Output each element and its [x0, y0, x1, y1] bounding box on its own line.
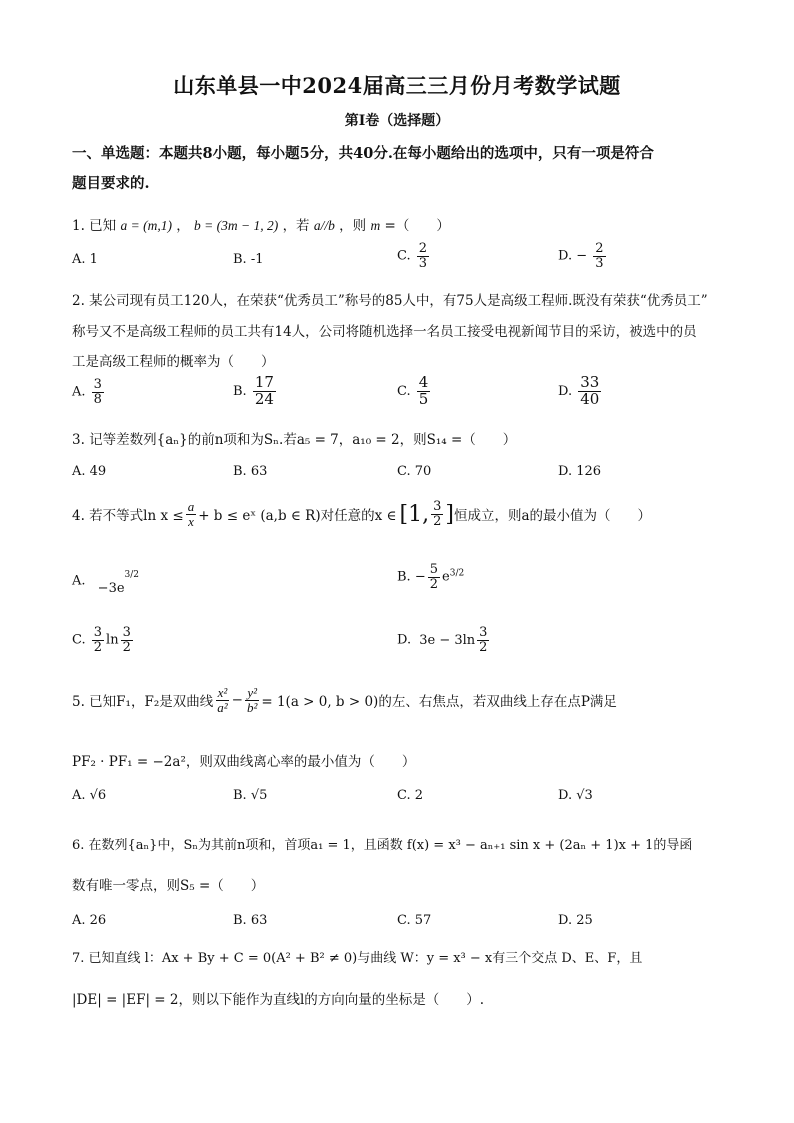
q5-option-a: A. √6	[72, 788, 107, 803]
part-subtitle: 第I卷（选择题）	[344, 113, 450, 129]
question-3: 3. 记等差数列{aₙ}的前n项和为Sₙ.若a₅ = 7，a₁₀ = 2，则S₁₄ =（ ）	[72, 432, 517, 448]
q6-option-a: A. 26	[72, 913, 107, 928]
question-6-line1: 6. 在数列{aₙ}中，Sₙ为其前n项和，首项a₁ = 1，且函数 f(x) = x³ − aₙ₊₁ sin x + (2aₙ + 1)x + 1的导函	[72, 838, 693, 853]
q2-option-d: D. $\frac{33}{40}$	[558, 373, 600, 408]
q4-option-b: B. − $\frac{5}{2}$ $e^{3/2}$	[397, 562, 465, 592]
q3-option-a: A. 49	[72, 464, 107, 479]
q4-option-c: C. $\frac{3}{2}$ ln $\frac{3}{2}$	[72, 625, 131, 655]
q1-option-c: C. $\frac{2}{3}$	[397, 241, 428, 271]
q2-option-a: A. $\frac{3}{8}$	[72, 377, 102, 407]
q3-option-d: D. 126	[558, 464, 602, 479]
q6-option-c: C. 57	[397, 913, 432, 928]
q2-option-b: B. $\frac{17}{24}$	[233, 373, 274, 408]
question-7-line2: |DE| = |EF| = 2，则以下能作为直线l的方向向量的坐标是（ ）.	[72, 992, 485, 1008]
question-1: 1. 已知 a = (m,1) ， b = (3m − 1, 2) ，若 a//b ，则 m =（ ）	[72, 218, 450, 234]
question-4: 4. 若不等式ln x ≤ $\frac{a}{x}$ + b ≤ eˣ (a,b ∈ R)对任意的x ∈ [1, $\frac{3}{2}$ ] 恒成立，则a的最小值为（ ）	[72, 499, 652, 529]
q3-option-b: B. 63	[233, 464, 268, 479]
q1-option-a: A. 1	[72, 252, 98, 267]
page-title: 山东单县一中2024届高三三月份月考数学试题	[173, 73, 621, 98]
section-heading-line2: 题目要求的.	[72, 175, 150, 192]
question-2-line2: 称号又不是高级工程师的员工共有14人，公司将随机选择一名员工接受电视新闻节目的采访，被选中的员	[72, 324, 697, 340]
question-2-line1: 2. 某公司现有员工120人，在荣获“优秀员工”称号的85人中，有75人是高级工程师.既没有荣获“优秀员工”	[72, 293, 708, 309]
section-heading-line1: 一、单选题：本题共8小题，每小题5分，共40分.在每小题给出的选项中，只有一项是符合	[72, 145, 654, 162]
q2-option-c: C. $\frac{4}{5}$	[397, 373, 429, 408]
question-2-line3: 工是高级工程师的概率为（ ）	[72, 354, 275, 370]
question-6-line2: 数有唯一零点，则S₅ =（ ）	[72, 878, 265, 894]
q1-option-b: B. -1	[233, 252, 264, 267]
question-5-line1: 5. 已知F₁，F₂是双曲线 $\frac{\text{x²}}{\text{a²}}$ − $\frac{\text{y²}}{\text{b²}}$ = 1(a > 0, b > 0)的左、右焦点，若双曲线上存在点P满足	[72, 685, 617, 715]
q4-option-d: D. 3e − 3ln $\frac{3}{2}$	[397, 625, 488, 655]
q5-option-d: D. √3	[558, 788, 593, 803]
q3-option-c: C. 70	[397, 464, 432, 479]
vector-b: b = (3m − 1, 2)	[194, 218, 279, 233]
q6-option-b: B. 63	[233, 913, 268, 928]
vector-a: a = (m,1)	[120, 218, 172, 233]
q1-option-d: D. − $\frac{2}{3}$	[558, 241, 604, 271]
parallel-condition: a//b	[313, 218, 335, 233]
q5-option-c: C. 2	[397, 788, 424, 803]
question-5-line2: PF₂ · PF₁ = −2a²，则双曲线离心率的最小值为（ ）	[72, 754, 416, 770]
q5-option-b: B. √5	[233, 788, 268, 803]
question-7-line1: 7. 已知直线 l：Ax + By + C = 0(A² + B² ≠ 0)与曲线 W：y = x³ − x有三个交点 D、E、F，且	[72, 951, 643, 966]
q4-option-a: A. $-3e^{3/2}$	[72, 570, 140, 597]
q6-option-d: D. 25	[558, 913, 593, 928]
